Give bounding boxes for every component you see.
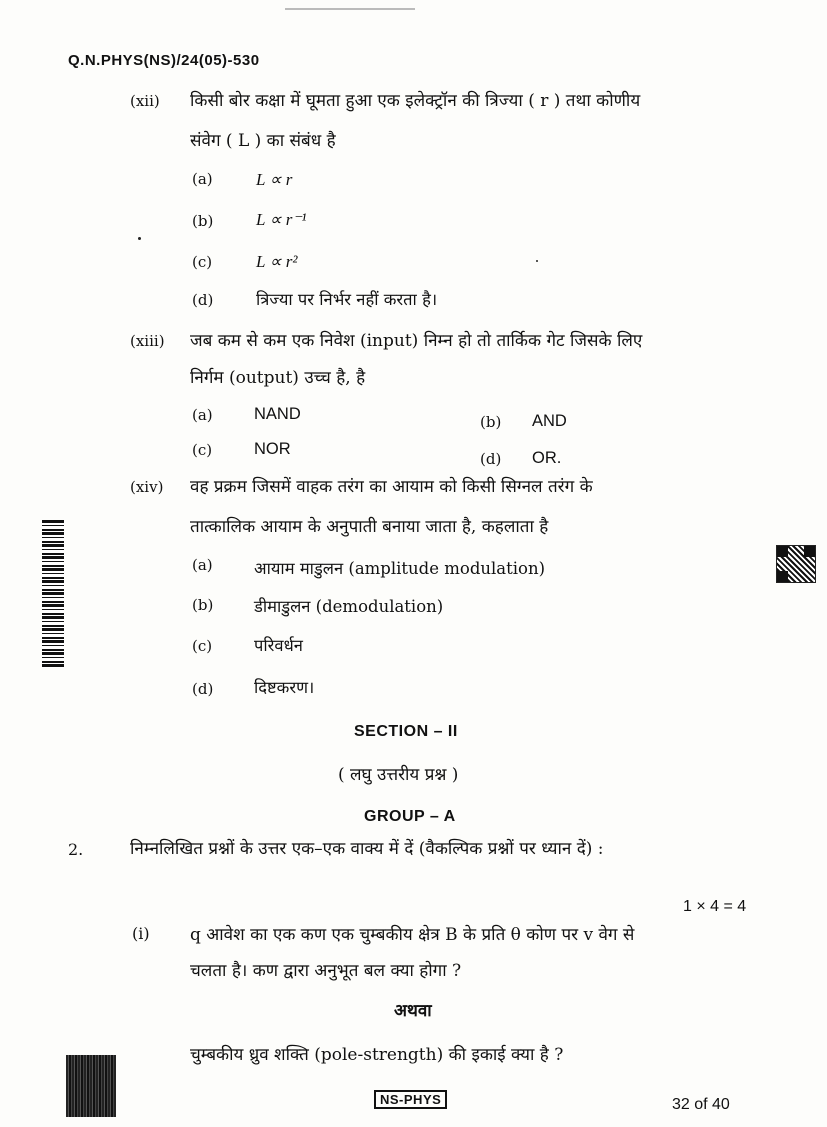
subquestion-i-line2: चलता है। कण द्वारा अनुभूत बल क्या होगा ?	[190, 961, 462, 981]
subquestion-i-line1: q आवेश का एक कण एक चुम्बकीय क्षेत्र B के प्रति θ कोण पर v वेग से	[190, 925, 635, 945]
option-text: L ∝ r⁻¹	[256, 210, 307, 229]
barcode	[42, 520, 64, 668]
question-number-xiii: (xiii)	[130, 332, 165, 350]
question-xii-line2: संवेग ( L ) का संबंध है	[190, 131, 336, 151]
footer-paper-code: NS-PHYS	[374, 1090, 447, 1109]
option-text: AND	[532, 412, 567, 430]
option-label: (a)	[192, 406, 213, 424]
question-xiii-line2: निर्गम (output) उच्च है, है	[190, 368, 366, 388]
question-2-instruction: निम्नलिखित प्रश्नों के उत्तर एक–एक वाक्य में दें (वैकल्पिक प्रश्नों पर ध्यान दें) :	[130, 839, 604, 859]
or-separator: अथवा	[394, 1001, 432, 1021]
section-title: SECTION – II	[354, 723, 458, 740]
question-xiii-line1: जब कम से कम एक निवेश (input) निम्न हो तो तार्किक गेट जिसके लिए	[190, 331, 643, 351]
marks-allotment: 1 × 4 = 4	[683, 898, 747, 915]
subquestion-number-i: (i)	[132, 924, 150, 943]
question-number-xii: (xii)	[130, 92, 160, 110]
option-text: OR.	[532, 449, 562, 467]
option-text: L ∝ r	[256, 170, 293, 189]
qr-code	[776, 545, 816, 583]
question-xiv-line1: वह प्रक्रम जिसमें वाहक तरंग का आयाम को किसी सिग्नल तरंग के	[190, 477, 593, 497]
option-text: परिवर्धन	[254, 636, 303, 655]
option-text: दिष्टकरण।	[254, 678, 315, 697]
option-label: (a)	[192, 170, 213, 188]
subquestion-i-alternative: चुम्बकीय ध्रुव शक्ति (pole-strength) की इकाई क्या है ?	[190, 1045, 564, 1065]
question-xiv-line2: तात्कालिक आयाम के अनुपाती बनाया जाता है, कहलाता है	[190, 517, 549, 537]
option-text: L ∝ r²	[256, 252, 298, 271]
option-label: (b)	[192, 212, 214, 230]
top-rule	[285, 8, 415, 10]
option-text: आयाम माडुलन (amplitude modulation)	[254, 559, 546, 578]
option-label: (b)	[192, 596, 214, 614]
ink-dot	[536, 260, 538, 262]
question-xii-line1: किसी बोर कक्षा में घूमता हुआ एक इलेक्ट्रॉन की त्रिज्या ( r ) तथा कोणीय	[190, 91, 641, 111]
question-number-xiv: (xiv)	[130, 478, 164, 496]
option-label: (d)	[192, 291, 214, 309]
option-label: (d)	[192, 680, 214, 698]
section-subtitle: ( लघु उत्तरीय प्रश्न )	[338, 765, 459, 785]
group-title: GROUP – A	[364, 808, 456, 825]
option-label: (c)	[192, 637, 213, 655]
option-label: (b)	[480, 413, 502, 431]
option-label: (a)	[192, 556, 213, 574]
ink-dot	[138, 237, 141, 240]
option-text: NAND	[254, 405, 301, 423]
option-text: डीमाडुलन (demodulation)	[254, 597, 444, 616]
option-label: (c)	[192, 441, 213, 459]
question-number-2: 2.	[68, 840, 84, 859]
option-text: त्रिज्या पर निर्भर नहीं करता है।	[256, 290, 438, 309]
page-number: 32 of 40	[672, 1096, 730, 1113]
paper-code: Q.N.PHYS(NS)/24(05)-530	[68, 52, 260, 69]
option-text: NOR	[254, 440, 291, 458]
option-label: (c)	[192, 253, 213, 271]
option-label: (d)	[480, 450, 502, 468]
barcode-stamp	[66, 1055, 116, 1117]
